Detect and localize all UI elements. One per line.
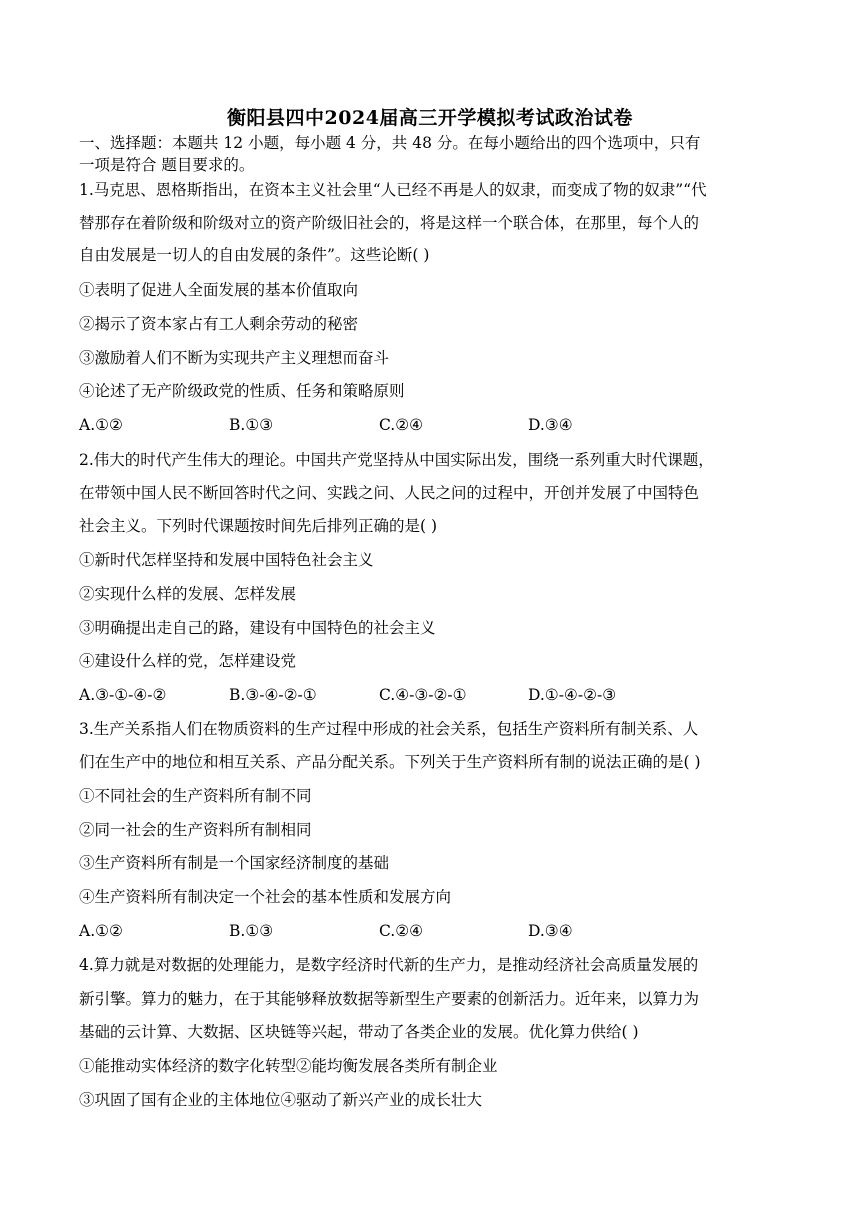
exam-title: 衡阳县四中2024届高三开学模拟考试政治试卷 xyxy=(227,107,633,129)
question-item: ④论述了无产阶级政党的性质、任务和策略原则 xyxy=(79,382,405,400)
section-intro-line: 一、选择题：本题共 12 小题，每小题 4 分，共 48 分。在每小题给出的四个选项中，只有 xyxy=(79,134,701,152)
question-item: ④生产资料所有制决定一个社会的基本性质和发展方向 xyxy=(79,888,452,906)
question-stem-line: 4.算力就是对数据的处理能力，是数字经济时代新的生产力，是推动经济社会高质量发展的 xyxy=(79,956,699,974)
question-stem-line: 2.伟大的时代产生伟大的理论。中国共产党坚持从中国实际出发，围绕一系列重大时代课题， xyxy=(79,451,714,469)
question-stem-line: 基础的云计算、大数据、区块链等兴起，带动了各类企业的发展。优化算力供给( ) xyxy=(79,1023,639,1041)
option-d: D.③④ xyxy=(528,416,573,434)
option-b: B.①③ xyxy=(229,416,274,434)
question-item: ③明确提出走自己的路，建设有中国特色的社会主义 xyxy=(79,619,436,637)
question-item: ①能推动实体经济的数字化转型②能均衡发展各类所有制企业 xyxy=(79,1057,498,1075)
question-item: ③激励着人们不断为实现共产主义理想而奋斗 xyxy=(79,349,390,367)
question-stem-line: 替那存在着阶级和阶级对立的资产阶级旧社会的，将是这样一个联合体，在那里，每个人的 xyxy=(79,214,700,232)
option-c: C.④-③-②-① xyxy=(379,686,467,704)
option-a: A.①② xyxy=(79,416,123,434)
question-stem-line: 自由发展是一切人的自由发展的条件”。这些论断( ) xyxy=(79,246,430,264)
question-item: ③生产资料所有制是一个国家经济制度的基础 xyxy=(79,854,390,872)
question-item: ②实现什么样的发展、怎样发展 xyxy=(79,585,297,603)
section-intro-line: 一项是符合 题目要求的。 xyxy=(79,156,255,174)
option-d: D.③④ xyxy=(528,922,573,940)
question-stem-line: 新引擎。算力的魅力，在于其能够释放数据等新型生产要素的创新活力。近年来，以算力为 xyxy=(79,990,700,1008)
option-c: C.②④ xyxy=(379,922,424,940)
option-c: C.②④ xyxy=(379,416,424,434)
option-b: B.①③ xyxy=(229,922,274,940)
option-a: A.③-①-④-② xyxy=(79,686,167,704)
option-a: A.①② xyxy=(79,922,123,940)
question-item: ③巩固了国有企业的主体地位④驱动了新兴产业的成长壮大 xyxy=(79,1091,483,1109)
question-stem-line: 社会主义。下列时代课题按时间先后排列正确的是( ) xyxy=(79,517,438,535)
question-item: ②揭示了资本家占有工人剩余劳动的秘密 xyxy=(79,315,359,333)
question-item: ①新时代怎样坚持和发展中国特色社会主义 xyxy=(79,551,374,569)
question-stem-line: 在带领中国人民不断回答时代之问、实践之问、人民之问的过程中，开创并发展了中国特色 xyxy=(79,484,700,502)
question-stem-line: 们在生产中的地位和相互关系、产品分配关系。下列关于生产资料所有制的说法正确的是( ) xyxy=(79,753,701,771)
question-item: ②同一社会的生产资料所有制相同 xyxy=(79,821,312,839)
option-b: B.③-④-②-① xyxy=(229,686,317,704)
question-item: ①不同社会的生产资料所有制不同 xyxy=(79,787,312,805)
question-stem-line: 1.马克思、恩格斯指出，在资本主义社会里“人已经不再是人的奴隶，而变成了物的奴隶”“代 xyxy=(79,181,707,199)
question-item: ④建设什么样的党，怎样建设党 xyxy=(79,652,297,670)
question-stem-line: 3.生产关系指人们在物质资料的生产过程中形成的社会关系，包括生产资料所有制关系、人 xyxy=(79,720,699,738)
option-d: D.①-④-②-③ xyxy=(528,686,617,704)
question-item: ①表明了促进人全面发展的基本价值取向 xyxy=(79,281,359,299)
